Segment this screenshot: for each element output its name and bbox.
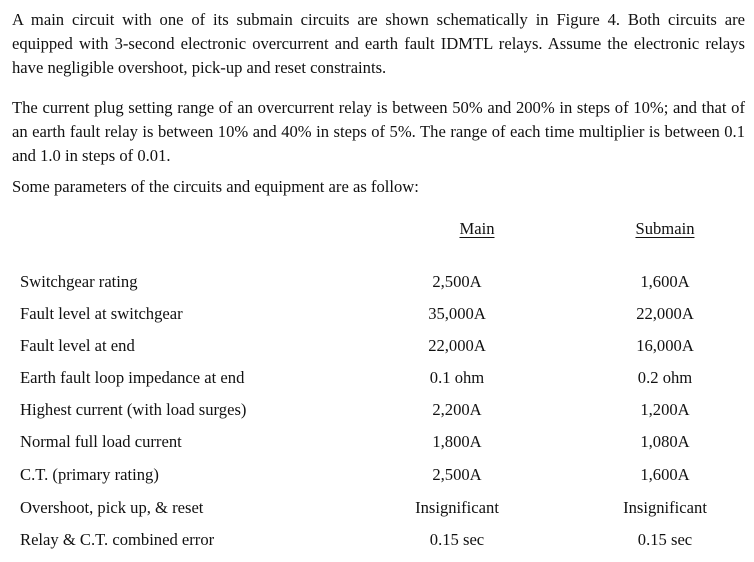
main-value: 0.15 sec	[429, 530, 485, 549]
main-value: 35,000A	[428, 304, 486, 323]
main-value: 22,000A	[428, 336, 486, 355]
submain-value: 1,600A	[640, 465, 690, 484]
column-header-submain: Submain	[635, 219, 695, 238]
column-header-main: Main	[459, 219, 495, 238]
row-label: C.T. (primary rating)	[20, 465, 159, 484]
row-label: Normal full load current	[20, 432, 182, 451]
table-row	[0, 304, 754, 336]
main-value: Insignificant	[415, 498, 499, 517]
table-row	[0, 530, 754, 562]
table-row	[0, 432, 754, 464]
row-label: Switchgear rating	[20, 272, 138, 291]
submain-value: 0.15 sec	[637, 530, 693, 549]
submain-value: 1,200A	[640, 400, 690, 419]
row-label: Highest current (with load surges)	[20, 400, 247, 419]
parameters-intro: Some parameters of the circuits and equipment are as follow:	[12, 177, 419, 196]
submain-value: 0.2 ohm	[637, 368, 693, 387]
submain-value: Insignificant	[623, 498, 707, 517]
table-row	[0, 498, 754, 530]
row-label: Fault level at switchgear	[20, 304, 183, 323]
table-row	[0, 336, 754, 368]
main-value: 0.1 ohm	[429, 368, 485, 387]
table-row	[0, 465, 754, 497]
submain-value: 22,000A	[636, 304, 694, 323]
submain-value: 16,000A	[636, 336, 694, 355]
main-value: 2,200A	[432, 400, 482, 419]
row-label: Relay & C.T. combined error	[20, 530, 215, 549]
row-label: Earth fault loop impedance at end	[20, 368, 245, 387]
intro-paragraph: A main circuit with one of its submain circuits are shown schematically in Figure 4. Both circuits are equipped with 3-second electronic overcurrent and earth fault IDMTL relays. Assume the electronic relays have negligible overshoot, pick-up and reset constraints.	[12, 10, 745, 77]
row-label: Fault level at end	[20, 336, 135, 355]
table-row	[0, 400, 754, 432]
main-value: 2,500A	[432, 272, 482, 291]
main-value: 1,800A	[432, 432, 482, 451]
submain-value: 1,600A	[640, 272, 690, 291]
table-row	[0, 368, 754, 400]
settings-paragraph: The current plug setting range of an overcurrent relay is between 50% and 200% in steps of 10%; and that of an earth fault relay is between 10% and 40% in steps of 5%. The range of each time multiplier is between 0.1 and 1.0 in steps of 0.01.	[12, 98, 745, 165]
submain-value: 1,080A	[640, 432, 690, 451]
row-label: Overshoot, pick up, & reset	[20, 498, 204, 517]
main-value: 2,500A	[432, 465, 482, 484]
table-row	[0, 272, 754, 304]
